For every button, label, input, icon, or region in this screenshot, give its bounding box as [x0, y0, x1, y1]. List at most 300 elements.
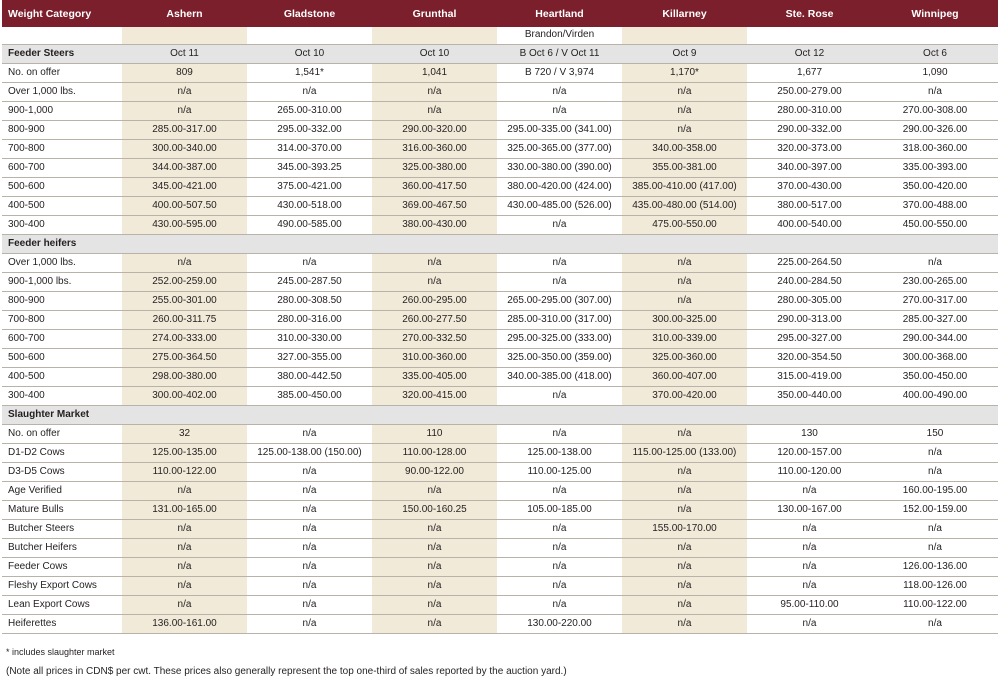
col-header-gladstone: Gladstone [247, 0, 372, 27]
price-cell: n/a [872, 519, 998, 538]
price-cell: 350.00-440.00 [747, 386, 872, 405]
price-cell: n/a [747, 519, 872, 538]
price-cell: n/a [622, 538, 747, 557]
price-cell: 380.00-442.50 [247, 367, 372, 386]
price-cell: 280.00-310.00 [747, 101, 872, 120]
price-cell: n/a [622, 595, 747, 614]
price-cell: 130.00-167.00 [747, 500, 872, 519]
row-label: 400-500 [2, 196, 122, 215]
price-cell: 385.00-410.00 (417.00) [622, 177, 747, 196]
price-cell: 136.00-161.00 [122, 614, 247, 633]
price-cell: 340.00-358.00 [622, 139, 747, 158]
price-cell: n/a [247, 82, 372, 101]
price-cell: 400.00-490.00 [872, 386, 998, 405]
table-row [2, 557, 998, 576]
price-cell: 809 [122, 63, 247, 82]
subheader-cell [2, 27, 122, 44]
price-cell: 430.00-518.00 [247, 196, 372, 215]
price-cell: 295.00-332.00 [247, 120, 372, 139]
price-cell: 370.00-420.00 [622, 386, 747, 405]
price-cell: n/a [372, 595, 497, 614]
price-cell: 310.00-360.00 [372, 348, 497, 367]
table-row [2, 329, 998, 348]
section-blank [622, 405, 747, 424]
price-cell: n/a [122, 253, 247, 272]
price-cell: 450.00-550.00 [872, 215, 998, 234]
price-cell: n/a [372, 101, 497, 120]
section-title: Feeder heifers [2, 234, 122, 253]
price-cell: n/a [247, 253, 372, 272]
price-cell: n/a [872, 462, 998, 481]
table-row [2, 63, 998, 82]
price-cell: n/a [122, 557, 247, 576]
price-cell: 110.00-122.00 [872, 595, 998, 614]
section-blank [747, 405, 872, 424]
price-cell: 345.00-421.00 [122, 177, 247, 196]
price-cell: n/a [122, 82, 247, 101]
table-row [2, 576, 998, 595]
price-cell: n/a [122, 538, 247, 557]
price-cell: n/a [622, 120, 747, 139]
price-cell: 120.00-157.00 [747, 443, 872, 462]
price-cell: n/a [372, 519, 497, 538]
section-blank [372, 234, 497, 253]
price-cell: 400.00-540.00 [747, 215, 872, 234]
price-cell: n/a [247, 557, 372, 576]
price-cell: 370.00-430.00 [747, 177, 872, 196]
table-row [2, 443, 998, 462]
price-note: (Note all prices in CDN$ per cwt. These prices also generally represent the top one-third of sales reported by the auction yard.) [6, 666, 567, 677]
row-label: 500-600 [2, 177, 122, 196]
price-cell: 155.00-170.00 [622, 519, 747, 538]
price-cell: n/a [372, 82, 497, 101]
price-cell: 1,041 [372, 63, 497, 82]
price-cell: 350.00-450.00 [872, 367, 998, 386]
price-cell: 360.00-407.00 [622, 367, 747, 386]
section-row [2, 44, 998, 63]
subheader-cell [872, 27, 998, 44]
header-row [2, 0, 998, 27]
price-cell: n/a [247, 462, 372, 481]
price-cell: 118.00-126.00 [872, 576, 998, 595]
price-cell: n/a [622, 500, 747, 519]
price-cell: 160.00-195.00 [872, 481, 998, 500]
price-cell: 318.00-360.00 [872, 139, 998, 158]
section-row [2, 405, 998, 424]
price-cell: 435.00-480.00 (514.00) [622, 196, 747, 215]
price-cell: 490.00-585.00 [247, 215, 372, 234]
price-cell: 274.00-333.00 [122, 329, 247, 348]
price-cell: 270.00-317.00 [872, 291, 998, 310]
row-label: Feeder Cows [2, 557, 122, 576]
table-row [2, 101, 998, 120]
section-title: Feeder Steers [2, 44, 122, 63]
price-cell: n/a [497, 481, 622, 500]
table-row [2, 538, 998, 557]
table-row [2, 595, 998, 614]
row-label: 700-800 [2, 139, 122, 158]
row-label: 900-1,000 lbs. [2, 272, 122, 291]
cattle-price-table [2, 0, 998, 634]
price-cell: 340.00-397.00 [747, 158, 872, 177]
price-cell: 325.00-380.00 [372, 158, 497, 177]
row-label: 800-900 [2, 291, 122, 310]
price-cell: 400.00-507.50 [122, 196, 247, 215]
price-cell: 90.00-122.00 [372, 462, 497, 481]
row-label: 300-400 [2, 386, 122, 405]
price-cell: 265.00-295.00 (307.00) [497, 291, 622, 310]
col-header-grunthal: Grunthal [372, 0, 497, 27]
price-cell: n/a [622, 614, 747, 633]
price-cell: n/a [497, 595, 622, 614]
price-cell: 95.00-110.00 [747, 595, 872, 614]
price-cell: 325.00-360.00 [622, 348, 747, 367]
price-cell: 290.00-326.00 [872, 120, 998, 139]
price-cell: n/a [622, 481, 747, 500]
row-label: Heiferettes [2, 614, 122, 633]
row-label: Lean Export Cows [2, 595, 122, 614]
table-row [2, 215, 998, 234]
section-blank [122, 405, 247, 424]
price-cell: 295.00-325.00 (333.00) [497, 329, 622, 348]
price-cell: 335.00-393.00 [872, 158, 998, 177]
subheader-cell [247, 27, 372, 44]
price-cell: 360.00-417.50 [372, 177, 497, 196]
table-row [2, 177, 998, 196]
section-blank [122, 234, 247, 253]
col-header-winnipeg: Winnipeg [872, 0, 998, 27]
row-label: 800-900 [2, 120, 122, 139]
price-cell: n/a [122, 481, 247, 500]
row-label: 700-800 [2, 310, 122, 329]
col-header-heartland: Heartland [497, 0, 622, 27]
section-blank [872, 405, 998, 424]
price-cell: n/a [622, 291, 747, 310]
price-cell: n/a [497, 519, 622, 538]
price-cell: n/a [497, 82, 622, 101]
price-cell: n/a [622, 272, 747, 291]
price-cell: n/a [872, 443, 998, 462]
price-cell: 255.00-301.00 [122, 291, 247, 310]
price-cell: 375.00-421.00 [247, 177, 372, 196]
notes [6, 646, 567, 678]
table-row [2, 462, 998, 481]
price-cell: 125.00-135.00 [122, 443, 247, 462]
price-cell: 385.00-450.00 [247, 386, 372, 405]
row-label: No. on offer [2, 63, 122, 82]
price-cell: n/a [122, 595, 247, 614]
price-cell: 290.00-320.00 [372, 120, 497, 139]
price-cell: 126.00-136.00 [872, 557, 998, 576]
price-cell: n/a [247, 519, 372, 538]
price-cell: n/a [497, 576, 622, 595]
section-title: Slaughter Market [2, 405, 122, 424]
price-cell: 315.00-419.00 [747, 367, 872, 386]
price-cell: 150.00-160.25 [372, 500, 497, 519]
price-cell: n/a [622, 462, 747, 481]
price-cell: n/a [372, 576, 497, 595]
price-cell: 344.00-387.00 [122, 158, 247, 177]
price-cell: n/a [247, 614, 372, 633]
section-blank [247, 405, 372, 424]
price-cell: 275.00-364.50 [122, 348, 247, 367]
price-cell: 430.00-595.00 [122, 215, 247, 234]
section-blank [247, 234, 372, 253]
price-cell: n/a [497, 386, 622, 405]
section-blank [497, 405, 622, 424]
price-cell: n/a [747, 614, 872, 633]
price-cell: n/a [497, 424, 622, 443]
price-cell: 320.00-373.00 [747, 139, 872, 158]
row-label: Fleshy Export Cows [2, 576, 122, 595]
price-cell: n/a [622, 557, 747, 576]
row-label: D3-D5 Cows [2, 462, 122, 481]
price-cell: 310.00-330.00 [247, 329, 372, 348]
price-cell: n/a [247, 424, 372, 443]
row-label: Over 1,000 lbs. [2, 253, 122, 272]
table-row [2, 500, 998, 519]
table-row [2, 481, 998, 500]
price-cell: 345.00-393.25 [247, 158, 372, 177]
price-cell: n/a [747, 576, 872, 595]
price-cell: n/a [497, 253, 622, 272]
row-label: 600-700 [2, 158, 122, 177]
table-row [2, 291, 998, 310]
row-label: 400-500 [2, 367, 122, 386]
price-cell: 131.00-165.00 [122, 500, 247, 519]
col-header-killarney: Killarney [622, 0, 747, 27]
price-cell: n/a [247, 576, 372, 595]
row-label: Butcher Steers [2, 519, 122, 538]
price-cell: 330.00-380.00 (390.00) [497, 158, 622, 177]
table-row [2, 272, 998, 291]
price-cell: 298.00-380.00 [122, 367, 247, 386]
price-cell: 240.00-284.50 [747, 272, 872, 291]
sale-date: Oct 6 [872, 44, 998, 63]
row-label: No. on offer [2, 424, 122, 443]
price-cell: 225.00-264.50 [747, 253, 872, 272]
price-cell: n/a [497, 215, 622, 234]
table-row [2, 120, 998, 139]
col-header-weight-category: Weight Category [2, 0, 122, 27]
price-cell: n/a [247, 481, 372, 500]
col-header-ashern: Ashern [122, 0, 247, 27]
price-cell: n/a [122, 576, 247, 595]
table-row [2, 519, 998, 538]
price-cell: n/a [747, 538, 872, 557]
price-cell: 475.00-550.00 [622, 215, 747, 234]
section-blank [622, 234, 747, 253]
price-cell: 270.00-332.50 [372, 329, 497, 348]
price-cell: 110.00-122.00 [122, 462, 247, 481]
section-blank [747, 234, 872, 253]
price-cell: 110.00-120.00 [747, 462, 872, 481]
price-cell: 290.00-344.00 [872, 329, 998, 348]
price-cell: 340.00-385.00 (418.00) [497, 367, 622, 386]
price-cell: 110.00-128.00 [372, 443, 497, 462]
price-cell: n/a [497, 101, 622, 120]
price-cell: n/a [372, 481, 497, 500]
price-cell: 110 [372, 424, 497, 443]
section-blank [872, 234, 998, 253]
price-cell: 300.00-340.00 [122, 139, 247, 158]
price-cell: 1,090 [872, 63, 998, 82]
section-blank [497, 234, 622, 253]
subheader-cell [622, 27, 747, 44]
price-cell: 355.00-381.00 [622, 158, 747, 177]
price-cell: 316.00-360.00 [372, 139, 497, 158]
price-cell: 380.00-517.00 [747, 196, 872, 215]
price-cell: 285.00-327.00 [872, 310, 998, 329]
row-label: 900-1,000 [2, 101, 122, 120]
price-cell: 260.00-311.75 [122, 310, 247, 329]
price-cell: n/a [372, 614, 497, 633]
table-row [2, 82, 998, 101]
row-label: Mature Bulls [2, 500, 122, 519]
price-cell: 152.00-159.00 [872, 500, 998, 519]
price-cell: 265.00-310.00 [247, 101, 372, 120]
price-cell: n/a [622, 424, 747, 443]
sale-date: Oct 10 [372, 44, 497, 63]
price-cell: n/a [622, 576, 747, 595]
section-blank [372, 405, 497, 424]
price-cell: 280.00-305.00 [747, 291, 872, 310]
table-row [2, 367, 998, 386]
footnote: * includes slaughter market [6, 647, 115, 657]
price-cell: 370.00-488.00 [872, 196, 998, 215]
price-cell: 125.00-138.00 [497, 443, 622, 462]
sale-date: Oct 10 [247, 44, 372, 63]
price-cell: 300.00-325.00 [622, 310, 747, 329]
price-cell: 327.00-355.00 [247, 348, 372, 367]
price-cell: 110.00-125.00 [497, 462, 622, 481]
section-row [2, 234, 998, 253]
price-cell: 320.00-415.00 [372, 386, 497, 405]
price-cell: 260.00-277.50 [372, 310, 497, 329]
price-cell: n/a [372, 253, 497, 272]
price-cell: 260.00-295.00 [372, 291, 497, 310]
price-cell: 1,170* [622, 63, 747, 82]
price-cell: 285.00-310.00 (317.00) [497, 310, 622, 329]
price-cell: 369.00-467.50 [372, 196, 497, 215]
subheader-cell: Brandon/Virden [497, 27, 622, 44]
price-cell: 115.00-125.00 (133.00) [622, 443, 747, 462]
subheader-cell [372, 27, 497, 44]
price-cell: 270.00-308.00 [872, 101, 998, 120]
price-cell: n/a [872, 82, 998, 101]
table-row [2, 386, 998, 405]
price-cell: 280.00-308.50 [247, 291, 372, 310]
sale-date: B Oct 6 / V Oct 11 [497, 44, 622, 63]
price-cell: n/a [372, 272, 497, 291]
table-row [2, 158, 998, 177]
price-cell: 300.00-402.00 [122, 386, 247, 405]
sale-date: Oct 9 [622, 44, 747, 63]
price-cell: 1,677 [747, 63, 872, 82]
table-row [2, 424, 998, 443]
price-cell: 290.00-313.00 [747, 310, 872, 329]
price-cell: 150 [872, 424, 998, 443]
row-label: Butcher Heifers [2, 538, 122, 557]
sale-date: Oct 11 [122, 44, 247, 63]
price-cell: 314.00-370.00 [247, 139, 372, 158]
price-cell: n/a [372, 557, 497, 576]
price-cell: n/a [497, 272, 622, 291]
price-cell: 295.00-327.00 [747, 329, 872, 348]
price-cell: 252.00-259.00 [122, 272, 247, 291]
row-label: Over 1,000 lbs. [2, 82, 122, 101]
price-cell: 32 [122, 424, 247, 443]
price-cell: 1,541* [247, 63, 372, 82]
price-cell: n/a [622, 253, 747, 272]
price-cell: n/a [872, 538, 998, 557]
table-row [2, 348, 998, 367]
price-cell: 310.00-339.00 [622, 329, 747, 348]
price-cell: 130 [747, 424, 872, 443]
price-cell: 380.00-420.00 (424.00) [497, 177, 622, 196]
price-cell: 280.00-316.00 [247, 310, 372, 329]
price-cell: 245.00-287.50 [247, 272, 372, 291]
price-cell: 300.00-368.00 [872, 348, 998, 367]
col-header-ste-rose: Ste. Rose [747, 0, 872, 27]
table-row [2, 614, 998, 633]
price-cell: n/a [622, 82, 747, 101]
price-cell: 230.00-265.00 [872, 272, 998, 291]
price-cell: 125.00-138.00 (150.00) [247, 443, 372, 462]
price-cell: 335.00-405.00 [372, 367, 497, 386]
subheader-row [2, 27, 998, 44]
price-cell: n/a [247, 538, 372, 557]
price-cell: n/a [247, 595, 372, 614]
price-cell: 130.00-220.00 [497, 614, 622, 633]
price-cell: 105.00-185.00 [497, 500, 622, 519]
price-cell: 350.00-420.00 [872, 177, 998, 196]
price-cell: n/a [872, 253, 998, 272]
sale-date: Oct 12 [747, 44, 872, 63]
row-label: 300-400 [2, 215, 122, 234]
price-cell: n/a [747, 557, 872, 576]
price-cell: n/a [872, 614, 998, 633]
table-row [2, 310, 998, 329]
table-row [2, 253, 998, 272]
subheader-cell [122, 27, 247, 44]
table-row [2, 139, 998, 158]
row-label: D1-D2 Cows [2, 443, 122, 462]
price-cell: 290.00-332.00 [747, 120, 872, 139]
price-cell: n/a [372, 538, 497, 557]
subheader-cell [747, 27, 872, 44]
price-cell: n/a [247, 500, 372, 519]
price-cell: 430.00-485.00 (526.00) [497, 196, 622, 215]
price-cell: n/a [497, 538, 622, 557]
price-cell: 325.00-350.00 (359.00) [497, 348, 622, 367]
table-row [2, 196, 998, 215]
price-cell: 295.00-335.00 (341.00) [497, 120, 622, 139]
price-cell: B 720 / V 3,974 [497, 63, 622, 82]
price-cell: n/a [122, 101, 247, 120]
price-cell: n/a [497, 557, 622, 576]
price-cell: n/a [122, 519, 247, 538]
row-label: 600-700 [2, 329, 122, 348]
row-label: 500-600 [2, 348, 122, 367]
price-cell: 380.00-430.00 [372, 215, 497, 234]
row-label: Age Verified [2, 481, 122, 500]
price-cell: n/a [622, 101, 747, 120]
price-cell: 325.00-365.00 (377.00) [497, 139, 622, 158]
price-cell: n/a [747, 481, 872, 500]
price-cell: 250.00-279.00 [747, 82, 872, 101]
price-cell: 320.00-354.50 [747, 348, 872, 367]
